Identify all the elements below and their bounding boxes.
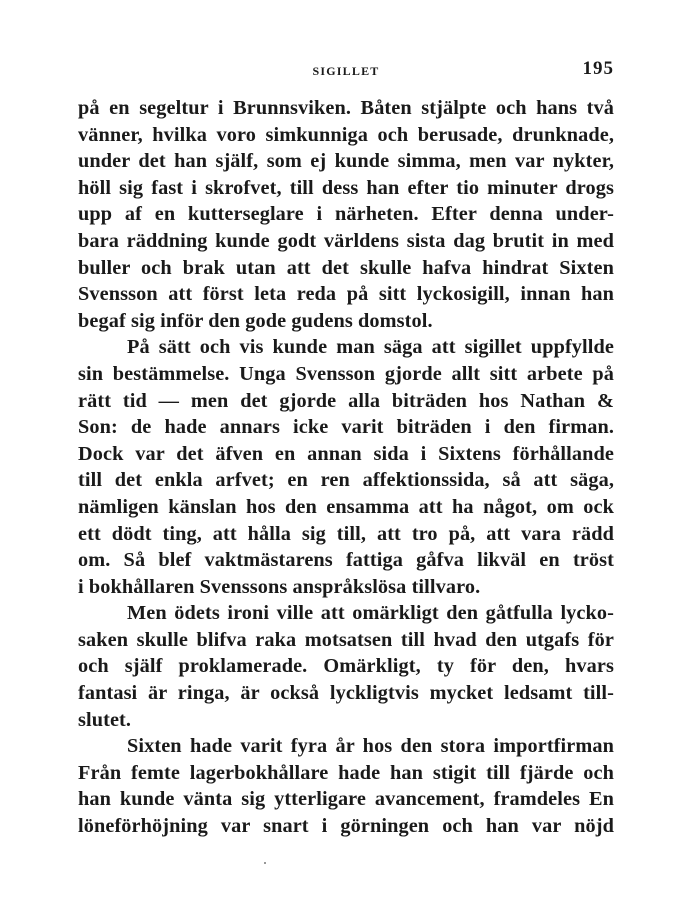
running-head-title: SIGILLET bbox=[312, 64, 380, 78]
text-line: sin bestämmelse. Unga Svensson gjorde allt sitt arbete på bbox=[78, 362, 614, 385]
text-line: vänner, hvilka voro simkunniga och berusade, drunknade, bbox=[78, 123, 614, 146]
book-page bbox=[78, 58, 614, 840]
text-line: slutet. bbox=[78, 708, 132, 731]
text-line: Son: de hade annars icke varit biträden i den firman. bbox=[78, 416, 614, 439]
text-line: saken skulle blifva raka motsatsen till hvad den utgafs för bbox=[78, 628, 614, 651]
text-line: på en segeltur i Brunnsviken. Båten stjälpte och hans två bbox=[78, 97, 614, 119]
page-number: 195 bbox=[582, 58, 614, 79]
text-line: till det enkla arfvet; en ren affektionssida, så att säga, bbox=[78, 469, 614, 492]
text-line: fantasi är ringa, är också lyckligtvis mycket ledsamt till- bbox=[78, 682, 614, 705]
text-line: under det han själf, som ej kunde simma, men var nykter, bbox=[78, 150, 614, 173]
text-line: Dock var det äfven en annan sida i Sixtens förhållande bbox=[78, 442, 614, 465]
text-line: buller och brak utan att det skulle hafva hindrat Sixten bbox=[78, 256, 614, 279]
text-line: upp af en kutterseglare i närheten. Efter denna under- bbox=[78, 203, 614, 226]
body-text bbox=[78, 95, 614, 840]
text-line: om. Så blef vaktmästarens fattiga gåfva likväl en tröst bbox=[78, 549, 614, 572]
text-line: På sätt och vis kunde man säga att sigillet uppfyllde bbox=[127, 336, 614, 359]
text-line: och själf proklamerade. Omärkligt, ty för den, hvars bbox=[78, 655, 614, 678]
text-line: Från femte lagerbokhållare hade han stigit till fjärde och bbox=[78, 761, 614, 784]
print-speck bbox=[264, 862, 266, 864]
text-line: löneförhöjning var snart i görningen och han var nöjd bbox=[78, 815, 614, 838]
text-line: höll sig fast i skrofvet, till dess han efter tio minuter drogs bbox=[78, 176, 614, 199]
text-line: Men ödets ironi ville att omärkligt den gåtfulla lycko- bbox=[127, 602, 614, 625]
text-line: bara räddning kunde godt världens sista dag brutit in med bbox=[78, 229, 614, 252]
text-line: ett dödt ting, att hålla sig till, att tro på, att vara rädd bbox=[78, 522, 614, 545]
text-line: han kunde vänta sig ytterligare avancement, framdeles En bbox=[78, 788, 614, 811]
text-line: Sixten hade varit fyra år hos den stora importfirman bbox=[127, 735, 614, 758]
text-line: i bokhållaren Svenssons anspråkslösa tillvaro. bbox=[78, 575, 481, 598]
text-line: begaf sig inför den gode gudens domstol. bbox=[78, 309, 433, 332]
text-line: nämligen känslan hos den ensamma att ha något, om ock bbox=[78, 495, 614, 518]
text-line: rätt tid — men det gjorde alla biträden hos Nathan & bbox=[78, 389, 614, 412]
running-head bbox=[78, 58, 614, 88]
text-line: Svensson att först leta reda på sitt lyckosigill, innan han bbox=[78, 283, 614, 306]
